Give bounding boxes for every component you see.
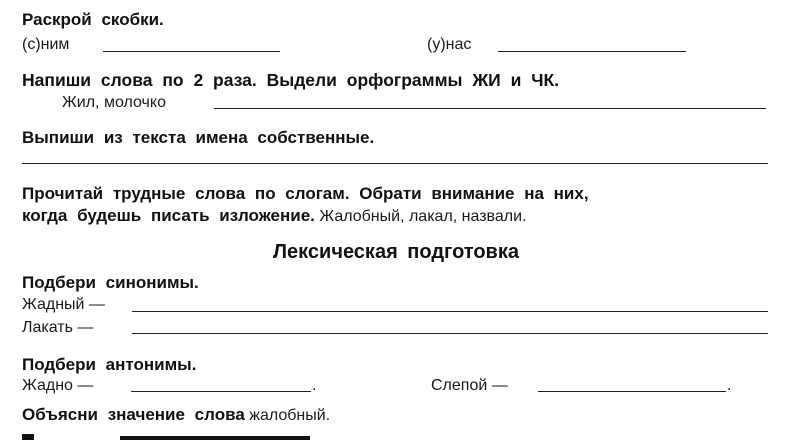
answer-line[interactable] [131, 391, 311, 392]
word-zhadny: Жадный — [22, 296, 105, 313]
period: . [727, 377, 732, 394]
task-meaning [22, 405, 330, 425]
word-zhadno: Жадно — [22, 377, 94, 394]
task-heading-meaning: Объясни значение слова [22, 405, 245, 424]
word-u-nas: (у)нас [427, 36, 472, 53]
word-slepoy: Слепой — [431, 377, 508, 394]
task-heading-antonyms: Подбери антонимы. [22, 355, 197, 374]
task-heading-open-brackets: Раскрой скобки. [22, 10, 164, 29]
answer-line[interactable] [22, 163, 768, 164]
period: . [312, 377, 317, 394]
answer-line[interactable] [132, 333, 768, 334]
cutoff-text-fragment [22, 434, 34, 440]
task4-heading-cont: когда будешь писать изложение. [22, 206, 315, 225]
answer-line[interactable] [214, 108, 766, 109]
answer-line[interactable] [103, 51, 280, 52]
task-heading-synonyms: Подбери синонимы. [22, 273, 199, 292]
word-zhalobny: жалобный. [249, 407, 331, 424]
section-title: Лексическая подготовка [273, 241, 519, 263]
word-lakat: Лакать — [22, 319, 94, 336]
answer-line[interactable] [498, 51, 686, 52]
cutoff-text-fragment [120, 436, 310, 440]
words-zhil-molochko: Жил, молочко [62, 94, 166, 111]
task4-line2 [22, 206, 527, 226]
task-heading-proper-names: Выпиши из текста имена собственные. [22, 128, 375, 147]
difficult-words: Жалобный, лакал, назвали. [319, 208, 527, 225]
task-heading-read-syllables: Прочитай трудные слова по слогам. Обрати внимание на них, [22, 184, 589, 203]
answer-line[interactable] [538, 391, 726, 392]
task-heading-write-twice: Напиши слова по 2 раза. Выдели орфограммы ЖИ и ЧК. [22, 70, 560, 90]
answer-line[interactable] [132, 311, 768, 312]
word-s-nim: (с)ним [22, 36, 70, 53]
